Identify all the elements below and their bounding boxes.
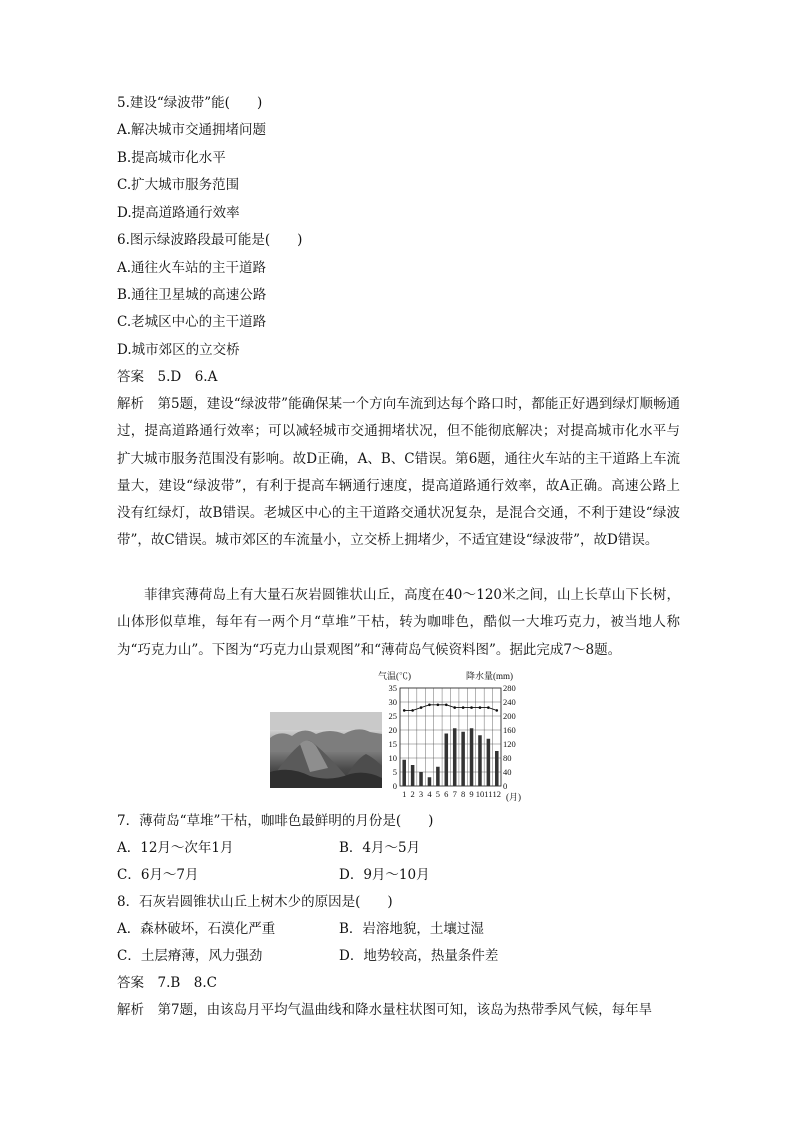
- precipitation-bar: [428, 777, 432, 786]
- q6-option-d: D.城市郊区的立交桥: [117, 342, 240, 358]
- q5-option-b: B.提高城市化水平: [117, 150, 226, 166]
- answer-7-8: 答案 7.B 8.C: [117, 975, 218, 991]
- month-tick-label: 1: [402, 789, 407, 799]
- month-tick-label: 6: [444, 789, 449, 799]
- climate-chart: [360, 668, 535, 808]
- temperature-tick-label: 15: [388, 739, 397, 749]
- precipitation-bar: [419, 772, 423, 786]
- analysis-5-6: 解析 第5题，建设“绿波带”能确保某一个方向车流到达每个路口时，都能正好遇到绿灯顺畅通过，提高道路通行效率；可以减轻城市交通拥堵状况，但不能彻底解决；对提高城市化水平与扩大城市服务范围没有影响。故D正确，A、B、C错误。第6题，通往火车站的主干道路上车流量大，建设“绿波带”，有利于提高车辆通行速度，提高道路通行效率，故A正确。高速公路上没有红绿灯，故B错误。老城区中心的主干道路交通状况复杂，是混合交通，不利于建设“绿波带”，故C错误。城市郊区的车流量小，立交桥上拥堵少，不适宜建设“绿波带”，故D错误。: [117, 396, 680, 549]
- temperature-point: [453, 706, 456, 709]
- precipitation-bar: [478, 735, 482, 786]
- month-tick-label: 8: [461, 789, 466, 799]
- q6-option-a: A.通往火车站的主干道路: [117, 260, 267, 276]
- precipitation-bar: [445, 734, 449, 787]
- reading-passage: 菲律宾薄荷岛上有大量石灰岩圆锥状山丘，高度在40～120米之间，山上长草山下长树，山体形似草堆，每年有一两个月“草堆”干枯，转为咖啡色，酷似一大堆巧克力，被当地人称为“巧克力山”。下图为“巧克力山景观图”和“薄荷岛气候资料图”。据此完成7～8题。: [117, 587, 680, 658]
- temperature-point: [428, 704, 431, 707]
- precipitation-bar: [495, 751, 499, 786]
- q5-option-a: A.解决城市交通拥堵问题: [117, 122, 267, 138]
- month-tick-label: 5: [435, 789, 440, 799]
- analysis-7-8: 解析 第7题，由该岛月平均气温曲线和降水量柱状图可知，该岛为热带季风气候，每年旱: [117, 1002, 653, 1018]
- precipitation-tick-label: 40: [503, 767, 512, 777]
- temperature-point: [470, 706, 473, 709]
- temperature-tick-label: 35: [388, 683, 397, 693]
- precipitation-bar: [436, 767, 440, 786]
- temperature-point: [479, 706, 482, 709]
- month-tick-label: 12: [492, 789, 502, 799]
- precipitation-axis-label: 降水量(mm): [466, 671, 513, 681]
- temperature-tick-label: 10: [388, 753, 397, 763]
- month-tick-label: 11: [484, 789, 493, 799]
- q6-option-b: B.通往卫星城的高速公路: [117, 287, 267, 303]
- precipitation-tick-label: 160: [503, 725, 516, 735]
- precipitation-bar: [487, 739, 491, 786]
- temperature-point: [445, 704, 448, 707]
- q7-stem: 7．薄荷岛“草堆”干枯，咖啡色最鲜明的月份是( ): [117, 813, 434, 829]
- q8-stem: 8．石灰岩圆锥状山丘上树木少的原因是( ): [117, 894, 393, 910]
- q5-option-d: D.提高道路通行效率: [117, 205, 240, 221]
- q8-option-b: B．岩溶地貌，土壤过湿: [339, 921, 484, 937]
- q7-option-b: B．4月～5月: [339, 840, 421, 856]
- month-tick-label: 2: [410, 789, 415, 799]
- q7-option-c: C．6月～7月: [117, 867, 199, 883]
- temperature-point: [411, 709, 414, 712]
- precipitation-bar: [402, 760, 406, 786]
- temperature-point: [495, 709, 498, 712]
- chart-grid: [400, 688, 501, 786]
- temperature-tick-label: 5: [392, 767, 397, 777]
- q5-option-c: C.扩大城市服务范围: [117, 177, 240, 193]
- q8-option-d: D．地势较高，热量条件差: [339, 948, 499, 964]
- q8-option-c: C．土层瘠薄，风力强劲: [117, 948, 263, 964]
- temperature-point: [487, 706, 490, 709]
- q8-option-a: A．森林破坏，石漠化严重: [117, 921, 276, 937]
- month-tick-label: 10: [475, 789, 485, 799]
- precipitation-tick-label: 280: [503, 683, 516, 693]
- temperature-tick-label: 30: [388, 697, 397, 707]
- precipitation-tick-label: 120: [503, 739, 516, 749]
- q6-option-c: C.老城区中心的主干道路: [117, 314, 267, 330]
- temperature-tick-label: 25: [388, 711, 397, 721]
- temperature-tick-label: 20: [388, 725, 397, 735]
- answer-5-6: 答案 5.D 6.A: [117, 369, 218, 385]
- month-unit-label: (月): [506, 792, 521, 802]
- precipitation-tick-label: 0: [503, 781, 508, 791]
- precipitation-tick-label: 240: [503, 697, 516, 707]
- temperature-point: [462, 706, 465, 709]
- q7-option-d: D．9月～10月: [339, 867, 430, 883]
- precipitation-bar: [411, 765, 415, 786]
- precipitation-tick-label: 80: [503, 753, 512, 763]
- month-tick-label: 7: [452, 789, 457, 799]
- temperature-point: [437, 704, 440, 707]
- temperature-point: [403, 709, 406, 712]
- temperature-tick-label: 0: [392, 781, 397, 791]
- q6-stem: 6.图示绿波路段最可能是( ): [117, 232, 303, 248]
- precipitation-tick-label: 200: [503, 711, 516, 721]
- month-tick-label: 9: [469, 789, 474, 799]
- month-tick-label: 3: [418, 789, 424, 799]
- precipitation-bar: [453, 728, 457, 786]
- q5-stem: 5.建设“绿波带”能( ): [117, 95, 263, 111]
- q7-option-a: A．12月～次年1月: [117, 840, 234, 856]
- temperature-point: [420, 706, 423, 709]
- month-tick-label: 4: [427, 789, 432, 799]
- temperature-axis-label: 气温(℃): [378, 671, 411, 681]
- precipitation-bar: [461, 732, 465, 786]
- precipitation-bar: [470, 728, 474, 786]
